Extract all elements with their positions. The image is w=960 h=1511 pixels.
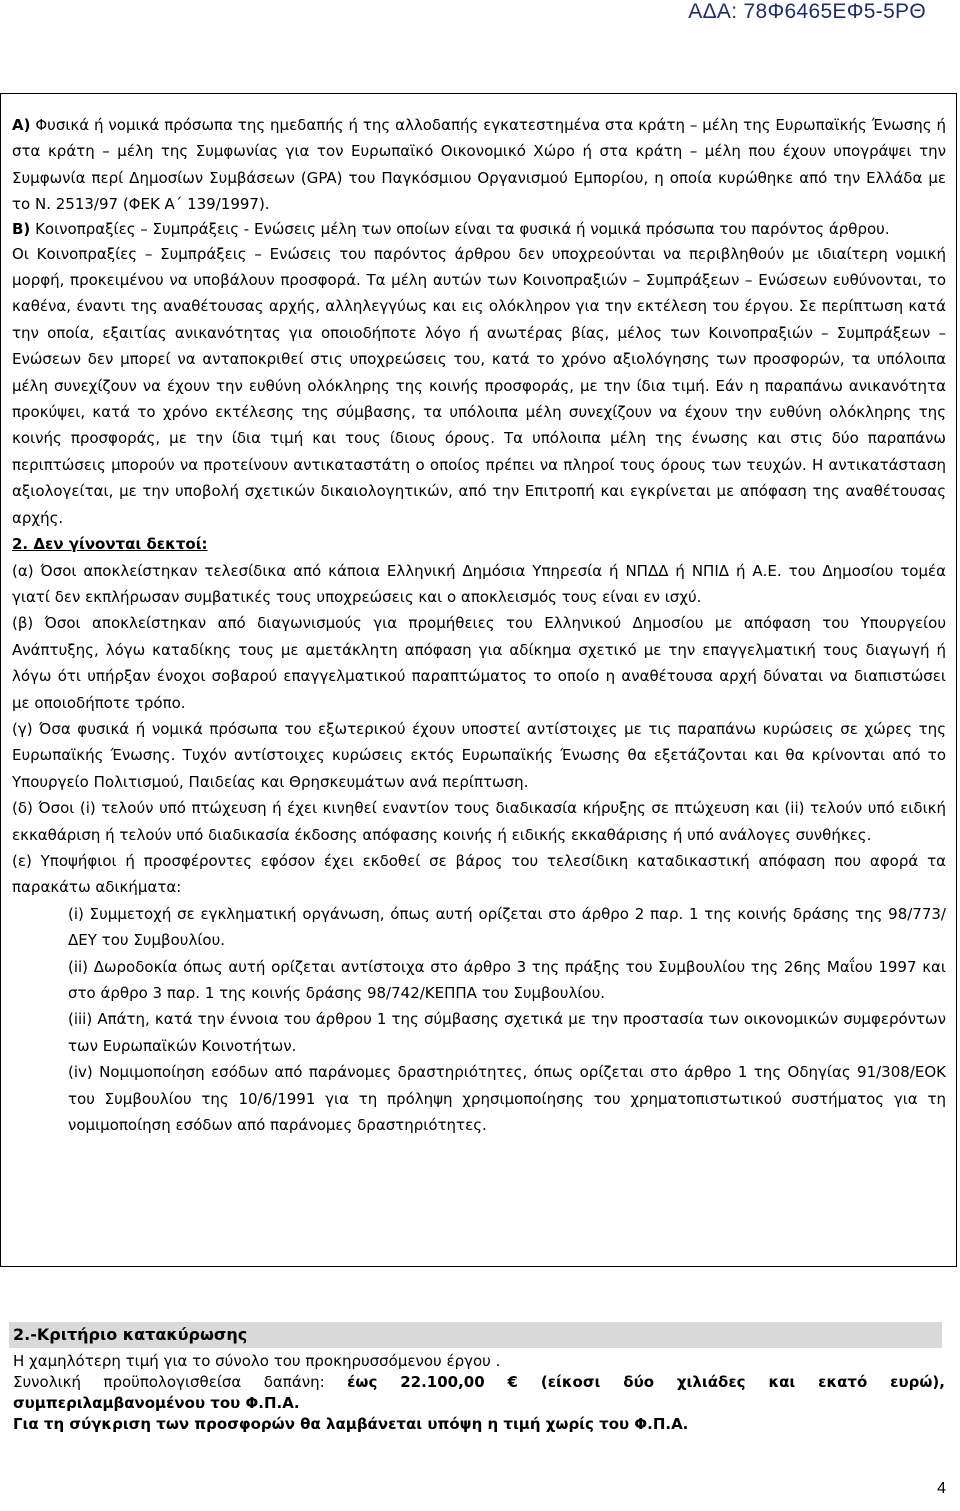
offence-item-i: (i) Συμμετοχή σε εγκληματική οργάνωση, όπως αυτή ορίζεται στο άρθρο 2 παρ. 1 της κοινής δράσης της 98/773/ΔΕΥ του Συμβουλίου. (68, 904, 946, 950)
page-number: 4 (937, 1480, 946, 1497)
award-criterion-heading: 2.-Κριτήριο κατακύρωσης (9, 1322, 942, 1348)
lowest-price-line: Η χαμηλότερη τιμή για το σύνολο του προκηρυσσόμενου έργου . (13, 1352, 501, 1370)
budget-amount: έως 22.100,00 € (είκοσι δύο χιλιάδες και εκατό ευρώ), συμπεριλαμβανομένου του Φ.Π.Α. (13, 1373, 945, 1412)
exclusion-item-e: (ε) Υποψήφιοι ή προσφέροντες εφόσον έχει εκδοθεί σε βάρος του τελεσίδικη καταδικαστική απόφαση που αφορά τα παρακάτω αδικήματα: (12, 851, 946, 897)
offence-item-iv: (iv) Νομιμοποίηση εσόδων από παράνομες δραστηριότητες, όπως ορίζεται στο άρθρο 1 της Οδηγίας 91/308/ΕΟΚ του Συμβουλίου της 10/6/1991 για τη πρόληψη χρησιμοποίησης του χρηματοπιστωτικού συστήματος για τη νομιμοποίηση εσόδων από παράνομες δραστηριότητες. (68, 1063, 946, 1135)
ada-code: ΑΔΑ: 78Φ6465ΕΦ5-5ΡΘ (688, 0, 926, 23)
document-body (12, 112, 946, 1138)
budget-prefix: Συνολική προϋπολογισθείσα δαπάνη: (13, 1373, 348, 1391)
section-2-heading: 2. Δεν γίνονται δεκτοί: (12, 535, 208, 554)
budget-line (13, 1372, 945, 1414)
text-b: Κοινοπραξίες – Συμπράξεις - Ενώσεις μέλη των οποίων είναι τα φυσικά ή νομικά πρόσωπα του παρόντος άρθρου. (30, 219, 890, 238)
exclusion-item-d: (δ) Όσοι (i) τελούν υπό πτώχευση ή έχει κινηθεί εναντίον τους διαδικασία κήρυξης σε πτώχευση και (ii) τελούν υπό ειδική εκκαθάριση ή τελούν υπό διαδικασία έκδοσης απόφασης κοινής ή ειδικής εκκαθάρισης ή υπό ανάλογες συνθήκες. (12, 799, 946, 844)
label-a: Α) (12, 116, 31, 134)
exclusion-item-a: (α) Όσοι αποκλείστηκαν τελεσίδικα από κάποια Ελληνική Δημόσια Υπηρεσία ή ΝΠΔΔ ή ΝΠΙΔ ή Α.Ε. του Δημοσίου τομέα γιατί δεν εκπλήρωσαν συμβατικές τους υποχρεώσεις και ο αποκλεισμός τους είναι εν ισχύ. (12, 561, 946, 606)
vat-note-text: Για τη σύγκριση των προσφορών θα λαμβάνεται υπόψη η τιμή χωρίς του Φ.Π.Α. (13, 1415, 689, 1433)
joint-ventures-paragraph: Οι Κοινοπραξίες – Συμπράξεις – Ενώσεις του παρόντος άρθρου δεν υποχρεούνται να περιβληθούν με ιδιαίτερη νομική μορφή, προκειμένου να υποβάλουν προσφορά. Τα μέλη αυτών των Κοινοπραξιών – Συμπράξεων – Ενώσεων ευθύνονται, το καθένα, έναντι της αναθέτουσας αρχής, αλληλεγγύως και εις ολόκληρον για την εκτέλεση του έργου. Σε περίπτωση κατά την οποία, εξαιτίας ανικανότητας για οποιοδήποτε λόγο ή ανωτέρας βίας, μέλος των Κοινοπραξιών – Συμπράξεων – Ενώσεων δεν μπορεί να ανταποκριθεί στις υποχρεώσεις του, κατά το χρόνο αξιολόγησης των προσφορών, τα υπόλοιπα μέλη συνεχίζουν να έχουν την ευθύνη ολόκληρης της κοινής προσφοράς, με την ίδια τιμή. Εάν η παραπάνω ανικανότητα προκύψει, κατά το χρόνο εκτέλεσης της σύμβασης, τα υπόλοιπα μέλη συνεχίζουν να έχουν την ευθύνη ολόκληρης της κοινής προσφοράς, με την ίδια τιμή και τους ίδιους όρους. Τα υπόλοιπα μέλη της ένωσης και στις δύο παραπάνω περιπτώσεις μπορούν να προτείνουν αντικαταστάτη ο οποίος πρέπει να πληροί τους όρους των τευχών. Η αντικατάσταση αξιολογείται, με την υποβολή σχετικών δικαιολογητικών, από την Επιτροπή και εγκρίνεται με απόφαση της αναθέτουσας αρχής. (12, 244, 946, 527)
award-criterion-body (13, 1351, 945, 1435)
vat-note (13, 1414, 945, 1435)
paragraph-b (12, 218, 946, 241)
exclusion-item-c: (γ) Όσα φυσικά ή νομικά πρόσωπα του εξωτερικού έχουν υποστεί αντίστοιχες με τις παραπάνω κυρώσεις σε χώρες της Ευρωπαϊκής Ένωσης. Τυχόν αντίστοιχες κυρώσεις εκτός Ευρωπαϊκής Ένωσης θα εξετάζονται και θα κρίνονται από το Υπουργείο Πολιτισμού, Παιδείας και Θρησκευμάτων ανά περίπτωση. (12, 719, 946, 791)
text-a: Φυσικά ή νομικά πρόσωπα της ημεδαπής ή της αλλοδαπής εγκατεστημένα στα κράτη – μέλη της Ευρωπαϊκής Ένωσης ή στα κράτη – μέλη της Συμφωνίας για τον Ευρωπαϊκό Οικονομικό Χώρο ή στα κράτη – μέλη που έχουν υπογράψει την Συμφωνία περί Δημοσίων Συμβάσεων (GPA) του Παγκόσμιου Οργανισμού Εμπορίου, η οποία κυρώθηκε από την Ελλάδα με το Ν. 2513/97 (ΦΕΚ Α΄ 139/1997). (12, 116, 946, 214)
paragraph-a (12, 112, 946, 218)
offence-item-ii: (ii) Δωροδοκία όπως αυτή ορίζεται αντίστοιχα στο άρθρο 3 της πράξης του Συμβουλίου της 26ης Μαΐου 1997 και στο άρθρο 3 παρ. 1 της κοινής δράσης 98/742/ΚΕΠΠΑ του Συμβουλίου. (68, 957, 946, 1002)
offence-item-iii: (iii) Απάτη, κατά την έννοια του άρθρου 1 της σύμβασης σχετικά με την προστασία των οικονομικών συμφερόντων των Ευρωπαϊκών Κοινοτήτων. (68, 1010, 946, 1055)
label-b: Β) (12, 219, 31, 238)
exclusion-item-b: (β) Όσοι αποκλείστηκαν από διαγωνισμούς για προμήθειες του Ελληνικού Δημοσίου με απόφαση του Υπουργείου Ανάπτυξης, λόγω καταδίκης τους με αμετάκλητη απόφαση για αδίκημα σχετικό με την επαγγελματική τους διαγωγή ή λόγω ότι υπήρξαν ένοχοι σοβαρού επαγγελματικού παραπτώματος το οποίο η αναθέτουσα αρχή δύναται να διαπιστώσει με οποιοδήποτε τρόπο. (12, 614, 946, 712)
